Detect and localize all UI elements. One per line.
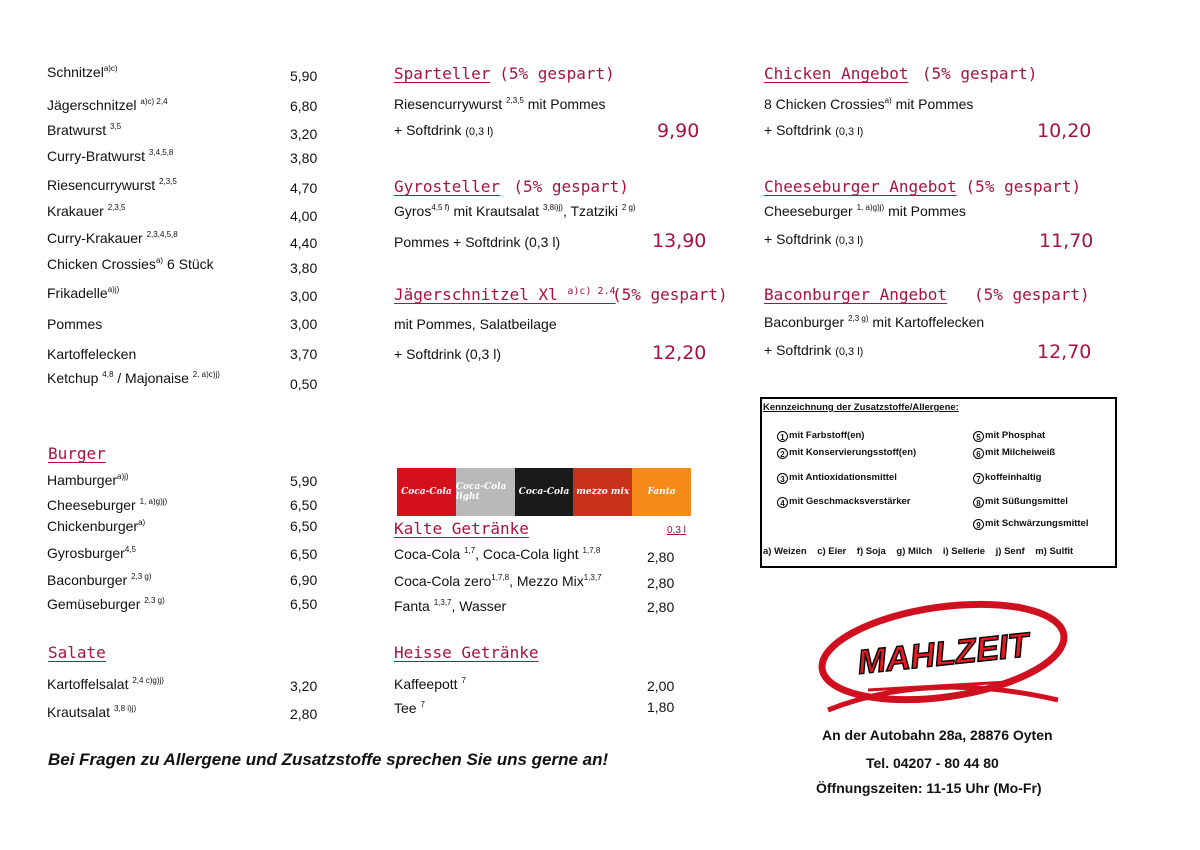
menu-price: 3,20 [290, 678, 318, 694]
drink-can-label: Coca-Cola [518, 487, 570, 497]
menu-item: Schnitzel$^{a)c)}$ [47, 64, 118, 80]
drink-can [397, 468, 456, 516]
drink-can [632, 468, 691, 516]
offer-savings: (5% gespart) [921, 64, 1038, 83]
menu-price: 3,00 [290, 316, 318, 332]
legend-entry: 1 mit Farbstoff(en) [777, 430, 864, 442]
allergen-list: a) Weizen c) Eier f) Soja g) Milch i) Sellerie j) Senf m) Sulfit [763, 546, 1074, 557]
menu-price: 6,50 [290, 546, 318, 562]
menu-item: Baconburger $^{2,3 g)}$ [47, 572, 152, 588]
offer-title: Gyrosteller [394, 177, 500, 196]
offer-title: Baconburger Angebot [764, 285, 948, 304]
menu-item: Chicken Crossies$^{a)}$ 6 Stück [47, 256, 214, 272]
legend-entry: 3 mit Antioxidationsmittel [777, 472, 897, 484]
drink-price: 2,80 [647, 575, 675, 591]
legend-entry: 2 mit Konservierungsstoff(en) [777, 447, 916, 459]
menu-price: 3,70 [290, 346, 318, 362]
menu-item: Gemüseburger $^{2,3 g)}$ [47, 596, 165, 612]
legend-entry: 9 mit Schwärzungsmittel [973, 518, 1088, 530]
offer-line: 8 Chicken Crossies$^{a)}$ mit Pommes [764, 96, 974, 112]
offer-savings: (5% gespart) [965, 177, 1082, 196]
menu-item: Chickenburger$^{a)}$ [47, 518, 146, 534]
menu-item: Frikadelle$^{a)j)}$ [47, 285, 120, 301]
offer-price: 9,90 [657, 120, 700, 142]
drink-size-label: 0,3 l [667, 525, 686, 536]
legend-entry: 5 mit Phosphat [973, 430, 1045, 442]
section-title-heisse-getraenke: Heisse Getränke [394, 643, 539, 662]
legend-entry: 4 mit Geschmacksverstärker [777, 496, 910, 508]
offer-line: + Softdrink (0,3 l) [764, 342, 864, 358]
offer-line: Riesencurrywurst $^{2,3,5}$ mit Pommes [394, 96, 606, 112]
menu-price: 0,50 [290, 376, 318, 392]
offer-price: 12,70 [1037, 341, 1092, 363]
menu-price: 4,40 [290, 235, 318, 251]
drink-item: Tee $^7$ [394, 700, 425, 716]
drink-can-label: mezzo mix [576, 487, 630, 497]
offer-line: + Softdrink (0,3 l) [764, 122, 864, 138]
menu-item: Krautsalat $^{3,8 i)j)}$ [47, 704, 137, 720]
offer-price: 10,20 [1037, 120, 1092, 142]
menu-item: Curry-Bratwurst $^{3,4,5,8}$ [47, 148, 174, 164]
menu-item: Krakauer $^{2,3,5}$ [47, 203, 126, 219]
offer-line: + Softdrink (0,3 l) [394, 122, 494, 138]
menu-item: Ketchup $^{4,8}$ / Majonaise $^{2, a)c)j)}$ [47, 370, 220, 386]
offer-title: Jägerschnitzel Xl $^{a)c) 2.4}$ [394, 285, 616, 304]
legend-entry: 7 koffeinhaltig [973, 472, 1041, 484]
menu-price: 6,50 [290, 497, 318, 513]
drink-price: 2,80 [647, 549, 675, 565]
offer-sparteller-heading [394, 64, 615, 84]
section-title-kalte-getraenke: Kalte Getränke [394, 519, 529, 538]
menu-price: 6,50 [290, 518, 318, 534]
legend-entry: 8 mit Süßungsmittel [973, 496, 1068, 508]
menu-item: Riesencurrywurst $^{2,3,5}$ [47, 177, 177, 193]
menu-item: Hamburger$^{a)j)}$ [47, 472, 129, 488]
section-title-burger: Burger [48, 444, 106, 463]
offer-savings: (5% gespart) [513, 177, 629, 196]
drink-can [515, 468, 574, 516]
opening-hours: Öffnungszeiten: 11-15 Uhr (Mo-Fr) [816, 780, 1042, 796]
menu-item: Pommes [47, 316, 103, 332]
menu-item: Gyrosburger$^{4,5}$ [47, 545, 136, 561]
menu-price: 6,90 [290, 572, 318, 588]
drink-item: Kaffeepott $^7$ [394, 676, 466, 692]
offer-savings: (5% gespart) [612, 285, 728, 304]
offer-cheeseburger-heading [764, 177, 1081, 197]
phone-number: Tel. 04207 - 80 44 80 [866, 755, 999, 771]
offer-savings: (5% gespart) [499, 64, 615, 83]
drink-can-label: Coca-Cola [401, 487, 452, 497]
menu-price: 6,50 [290, 596, 318, 612]
drink-can-label: Fanta [647, 487, 676, 497]
drink-item: Fanta $^{1,3,7}$, Wasser [394, 598, 507, 614]
drink-can [573, 468, 632, 516]
offer-title: Chicken Angebot [764, 64, 909, 83]
offer-line: Cheeseburger $^{1, a)g)j)}$ mit Pommes [764, 203, 966, 219]
logo-wordmark: MAHLZEIT [855, 626, 1031, 682]
menu-price: 2,80 [290, 706, 318, 722]
menu-price: 3,00 [290, 288, 318, 304]
offer-line: Baconburger $^{2,3 g)}$ mit Kartoffelecken [764, 314, 985, 330]
offer-title: Cheeseburger Angebot [764, 177, 957, 196]
offer-line: Pommes + Softdrink (0,3 l) [394, 234, 561, 250]
offer-gyrosteller-heading [394, 177, 629, 197]
menu-price: 4,00 [290, 208, 318, 224]
offer-savings: (5% gespart) [974, 285, 1090, 304]
section-title-salate: Salate [48, 643, 106, 662]
drink-price: 2,00 [647, 678, 675, 694]
drink-price: 2,80 [647, 599, 675, 615]
offer-line: + Softdrink (0,3 l) [394, 346, 501, 362]
menu-price: 5,90 [290, 68, 318, 84]
mahlzeit-logo [808, 590, 1078, 725]
menu-price: 3,80 [290, 260, 318, 276]
address: An der Autobahn 28a, 28876 Oyten [822, 727, 1053, 743]
drink-item: Coca-Cola $^{1,7}$, Coca-Cola light $^{1,7,8}$ [394, 546, 601, 562]
legend-title: Kennzeichnung der Zusatzstoffe/Allergene: [763, 402, 959, 413]
menu-price: 5,90 [290, 473, 318, 489]
offer-title: Sparteller [394, 64, 491, 83]
drink-can-label: Coca-Cola light [455, 482, 507, 502]
allergen-question-note: Bei Fragen zu Allergene und Zusatzstoffe sprechen Sie uns gerne an! [48, 750, 609, 769]
menu-price: 4,70 [290, 180, 318, 196]
drink-item: Coca-Cola zero$^{1,7,8}$, Mezzo Mix$^{1,3,7}$ [394, 573, 602, 589]
legend-entry: 6 mit Milcheiweiß [973, 447, 1055, 459]
drink-price: 1,80 [647, 699, 675, 715]
menu-price: 6,80 [290, 98, 318, 114]
menu-item: Curry-Krakauer $^{2,3,4,5,8}$ [47, 230, 178, 246]
menu-price: 3,80 [290, 150, 318, 166]
drink-can [456, 468, 515, 516]
offer-price: 12,20 [652, 342, 707, 364]
menu-item: Kartoffelsalat $^{2,4 c)g)j)}$ [47, 676, 164, 692]
drink-cans-image [397, 468, 691, 516]
offer-line: Gyros$^{4,5 f)}$ mit Krautsalat $^{3,8i)j)}$, Tzatziki $^{2 g)}$ [394, 203, 636, 219]
offer-chicken-heading [764, 64, 1037, 84]
menu-item: Cheeseburger $^{1, a)g)j)}$ [47, 497, 168, 513]
menu-price: 3,20 [290, 126, 318, 142]
offer-line: + Softdrink (0,3 l) [764, 231, 864, 247]
menu-item: Kartoffelecken [47, 346, 137, 362]
offer-line: mit Pommes, Salatbeilage [394, 316, 557, 332]
offer-price: 11,70 [1039, 230, 1094, 252]
menu-item: Bratwurst $^{3,5}$ [47, 122, 122, 138]
offer-price: 13,90 [652, 230, 707, 252]
menu-item: Jägerschnitzel $^{a)c) 2,4}$ [47, 97, 168, 113]
